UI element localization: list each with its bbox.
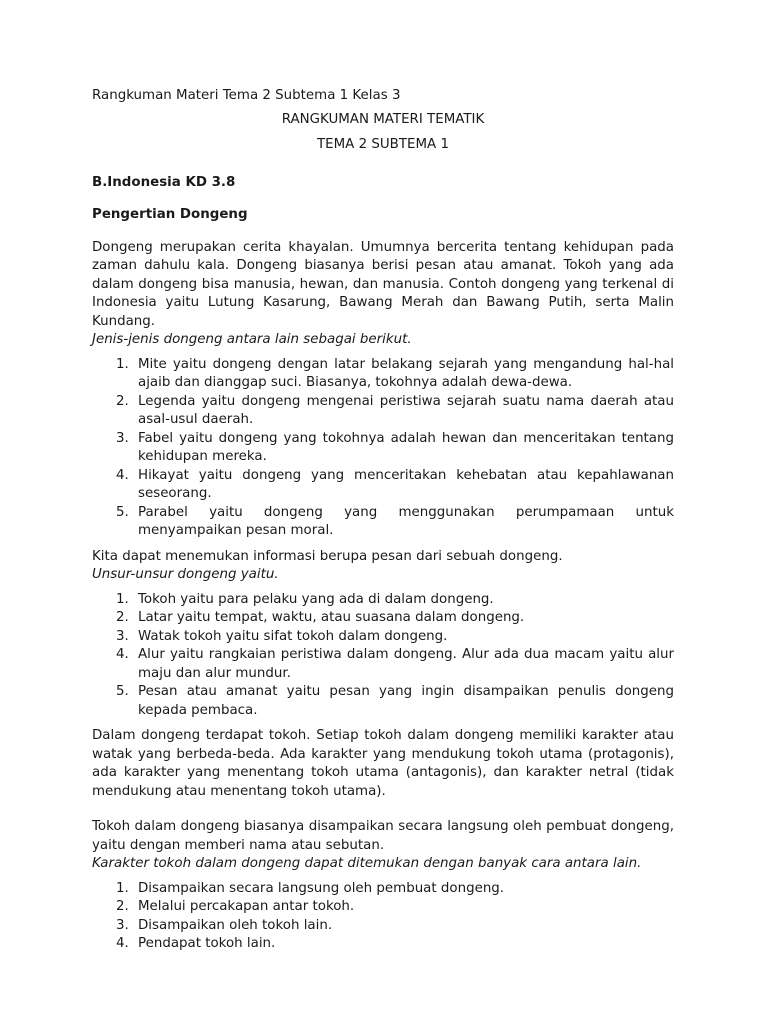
document-content [92, 87, 674, 954]
list-item: 4. Pendapat tokoh lain. [116, 936, 276, 951]
list-item: 1. Mite yaitu dongeng dengan latar belakang sejarah yang mengandung hal-hal ajaib dan dianggap suci. Biasanya, tokohnya adalah dewa-dewa. [116, 356, 674, 390]
unsur-list [92, 591, 674, 721]
paragraph-penyampaian: Tokoh dalam dongeng biasanya disampaikan secara langsung oleh pembuat dongeng, yaitu dengan memberi nama atau sebutan. [92, 819, 674, 853]
list-item: 1. Disampaikan secara langsung oleh pembuat dongeng. [116, 880, 505, 896]
list-item: 4. Hikayat yaitu dongeng yang menceritakan kehebatan atau kepahlawanan seseorang. [116, 467, 674, 501]
subsection-heading: Pengertian Dongeng [92, 207, 248, 222]
list-item: 3. Watak tokoh yaitu sifat tokoh dalam dongeng. [116, 628, 448, 644]
list-item: 2. Latar yaitu tempat, waktu, atau suasana dalam dongeng. [116, 610, 525, 625]
paragraph-pesan: Kita dapat menemukan informasi berupa pesan dari sebuah dongeng. [92, 548, 563, 564]
karakter-list [92, 880, 674, 954]
list-item: 1. Tokoh yaitu para pelaku yang ada di dalam dongeng. [116, 591, 494, 607]
jenis-list [92, 356, 674, 541]
main-heading: RANGKUMAN MATERI TEMATIK [281, 111, 485, 127]
list-item: 4. Alur yaitu rangkaian peristiwa dalam dongeng. Alur ada dua macam yaitu alur maju dan alur mundur. [116, 647, 674, 681]
list-item: 2. Legenda yaitu dongeng mengenai peristiwa sejarah suatu nama daerah atau asal-usul daerah. [116, 393, 674, 427]
list-item: 5. Parabel yaitu dongeng yang menggunakan perumpamaan untuk menyampaikan pesan moral. [116, 504, 674, 538]
paragraph-definition: Dongeng merupakan cerita khayalan. Umumnya bercerita tentang kehidupan pada zaman dahulu kala. Dongeng biasanya berisi pesan atau amanat. Tokoh yang ada dalam dongeng bisa manusia, hewan, dan manusia. Contoh dongeng yang terkenal di Indonesia yaitu Lutung Kasarung, Bawang Merah dan Bawang Putih, serta Malin Kundang. [92, 239, 674, 329]
document-title: Rangkuman Materi Tema 2 Subtema 1 Kelas 3 [92, 88, 401, 103]
list-item: 3. Disampaikan oleh tokoh lain. [116, 917, 333, 933]
sub-heading: TEMA 2 SUBTEMA 1 [316, 137, 449, 152]
paragraph-tokoh: Dalam dongeng terdapat tokoh. Setiap tokoh dalam dongeng memiliki karakter atau watak yang berbeda-beda. Ada karakter yang mendukung tokoh utama (protagonis), ada karakter yang menentang tokoh utama (antagonis), dan karakter netral (tidak mendukung atau menentang tokoh utama). [92, 728, 674, 799]
list-item: 3. Fabel yaitu dongeng yang tokohnya adalah hewan dan menceritakan tentang kehidupan mereka. [116, 430, 674, 464]
list-item: 2. Melalui percakapan antar tokoh. [116, 899, 355, 914]
jenis-intro: Jenis-jenis dongeng antara lain sebagai berikut. [92, 332, 412, 347]
list-item: 5. Pesan atau amanat yaitu pesan yang ingin disampaikan penulis dongeng kepada pembaca. [116, 684, 674, 718]
section-heading: B.Indonesia KD 3.8 [92, 174, 236, 190]
unsur-intro: Unsur-unsur dongeng yaitu. [92, 567, 279, 582]
karakter-intro: Karakter tokoh dalam dongeng dapat ditemukan dengan banyak cara antara lain. [92, 856, 642, 871]
